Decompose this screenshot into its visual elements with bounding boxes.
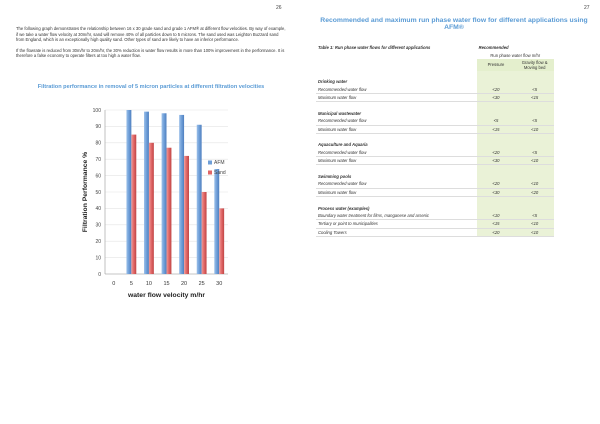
table-row bbox=[316, 220, 554, 228]
bar-chart bbox=[0, 96, 300, 306]
table-row bbox=[316, 212, 554, 220]
pressure-value: <30 bbox=[477, 93, 516, 101]
row-label: Maximum water flow bbox=[318, 126, 357, 132]
gravity-value: <5 bbox=[515, 86, 554, 94]
pressure-value: <5 bbox=[477, 117, 516, 125]
gravity-value: <10 bbox=[515, 125, 554, 133]
bar-sand bbox=[167, 148, 172, 274]
table-subheader: Run phase water flow m/hr bbox=[490, 52, 541, 58]
section-title: Drinking water bbox=[318, 79, 348, 85]
y-tick-label: 80 bbox=[95, 140, 101, 147]
table-row bbox=[316, 180, 554, 188]
pressure-value: <20 bbox=[477, 228, 516, 236]
y-tick-label: 90 bbox=[95, 124, 101, 131]
section-title: Process water (examples) bbox=[318, 205, 370, 211]
paragraph: The following graph demonstrates the relationship between 16 x 30 grade sand and grade 1 AFM® at different flow velocities. By way of example, if we take a water flow velocity at 30m/hr, sand will remove 40% of all particles down to 5 microns. The sand used was Leighton Buzzard sand from England, which is an exceptionally high quality sand. Other types of sand are likely to have an inferior performance. bbox=[16, 26, 286, 43]
row-label: Maximum water flow bbox=[318, 189, 357, 195]
gravity-value: <10 bbox=[515, 220, 554, 228]
table-row bbox=[316, 117, 554, 125]
page-number: 27 bbox=[584, 5, 590, 11]
row-label: Maximum water flow bbox=[318, 158, 357, 164]
pressure-value: <30 bbox=[477, 157, 516, 165]
pressure-value: <20 bbox=[477, 149, 516, 157]
page-number: 26 bbox=[276, 5, 282, 11]
section-row bbox=[316, 204, 554, 211]
flow-table bbox=[316, 44, 554, 237]
x-tick-label: 30 bbox=[216, 281, 223, 287]
row-label: Cooling Towers bbox=[318, 229, 347, 235]
bar-sand bbox=[131, 135, 136, 274]
intro-text bbox=[16, 26, 286, 64]
pressure-value: <30 bbox=[477, 188, 516, 196]
row-label: Recommended water flow bbox=[318, 181, 367, 187]
bar-afm bbox=[179, 115, 184, 274]
spacer-row bbox=[316, 133, 554, 141]
x-tick-label: 20 bbox=[181, 281, 188, 287]
gravity-value: <5 bbox=[515, 212, 554, 220]
gravity-value: <10 bbox=[515, 228, 554, 236]
pressure-value: <15 bbox=[477, 220, 516, 228]
gravity-value: <10 bbox=[515, 180, 554, 188]
legend-swatch bbox=[208, 161, 212, 165]
gravity-value: <15 bbox=[515, 93, 554, 101]
bar-afm bbox=[162, 113, 167, 274]
x-tick-label: 15 bbox=[163, 281, 170, 287]
spacer-row bbox=[316, 197, 554, 205]
section-row bbox=[316, 173, 554, 180]
pressure-value: <10 bbox=[477, 212, 516, 220]
bar-afm bbox=[214, 169, 219, 274]
row-label: Recommended water flow bbox=[318, 149, 367, 155]
spacer-row bbox=[316, 71, 554, 78]
row-label: Tertiary or point to municipalities bbox=[318, 221, 378, 227]
y-axis-title: Filtration Performance % bbox=[82, 151, 89, 233]
page-title: Recommended and maximum run phase water flow for different applications using AFM® bbox=[320, 17, 588, 31]
section-title: Swimming pools bbox=[318, 174, 352, 180]
table-row bbox=[316, 149, 554, 157]
section-title: Municipal wastewater bbox=[318, 110, 362, 116]
chart-title: Filtration performance in removal of 5 micron particles at different filtration velocities bbox=[37, 84, 265, 90]
gravity-value: <5 bbox=[515, 149, 554, 157]
table-row bbox=[316, 228, 554, 236]
x-tick-label: 0 bbox=[112, 281, 116, 287]
y-tick-label: 0 bbox=[98, 271, 101, 278]
section-row bbox=[316, 110, 554, 117]
row-label: Recommended water flow bbox=[318, 86, 367, 92]
row-label: Boundary water treatment for films, manganese and arsenic bbox=[318, 213, 430, 218]
pressure-value: <15 bbox=[477, 125, 516, 133]
table-row bbox=[316, 125, 554, 133]
x-tick-label: 25 bbox=[198, 281, 205, 287]
paragraph: If the flowrate is reduced from 30m/hr to 20m/hr, the 30% reduction is water flow results in more than 100% improvement in the performance. It is therefore a false economy to operate filters at too high a water flow. bbox=[16, 47, 285, 59]
y-tick-label: 50 bbox=[95, 189, 101, 196]
y-tick-label: 30 bbox=[95, 222, 101, 229]
x-tick-label: 10 bbox=[145, 281, 152, 287]
table-row bbox=[316, 157, 554, 165]
gravity-value: <10 bbox=[515, 157, 554, 165]
table-row bbox=[316, 93, 554, 101]
bar-sand bbox=[219, 208, 224, 274]
right-page bbox=[300, 0, 600, 424]
legend-label: Sand bbox=[214, 170, 226, 176]
table-header: Recommended bbox=[478, 45, 509, 51]
table-row bbox=[316, 86, 554, 94]
section-row bbox=[316, 78, 554, 85]
gravity-value: <5 bbox=[515, 117, 554, 125]
spacer-row bbox=[316, 102, 554, 110]
column-header-gravity: Gravity flow & Moving bed bbox=[515, 59, 554, 71]
section-title: Aquaculture and Aquaria bbox=[318, 142, 368, 148]
y-tick-label: 20 bbox=[95, 239, 101, 245]
gravity-value: <20 bbox=[515, 188, 554, 196]
y-tick-label: 60 bbox=[95, 173, 101, 180]
y-tick-label: 10 bbox=[95, 255, 101, 262]
table-caption: Table 1: Run phase water flows for different applications bbox=[318, 45, 431, 51]
legend-swatch bbox=[208, 171, 212, 175]
y-tick-label: 70 bbox=[95, 157, 101, 163]
bar-sand bbox=[184, 156, 189, 274]
table-row bbox=[316, 188, 554, 196]
row-label: Recommended water flow bbox=[318, 118, 367, 124]
bar-sand bbox=[202, 192, 207, 274]
section-row bbox=[316, 141, 554, 148]
pressure-value: <20 bbox=[477, 86, 516, 94]
x-axis-title: water flow velocity m/hr bbox=[127, 292, 206, 299]
bar-sand bbox=[149, 143, 154, 274]
y-tick-label: 40 bbox=[95, 206, 101, 213]
spacer-row bbox=[316, 165, 554, 173]
row-label: Maximum water flow bbox=[318, 95, 357, 101]
y-tick-label: 100 bbox=[92, 107, 101, 114]
legend-label: AFM bbox=[214, 160, 225, 166]
pressure-value: <20 bbox=[477, 180, 516, 188]
bar-afm bbox=[197, 125, 202, 274]
bar-afm bbox=[144, 112, 149, 274]
column-header-pressure: Pressure bbox=[477, 59, 516, 71]
x-tick-label: 5 bbox=[129, 281, 133, 287]
bar-afm bbox=[126, 110, 131, 274]
